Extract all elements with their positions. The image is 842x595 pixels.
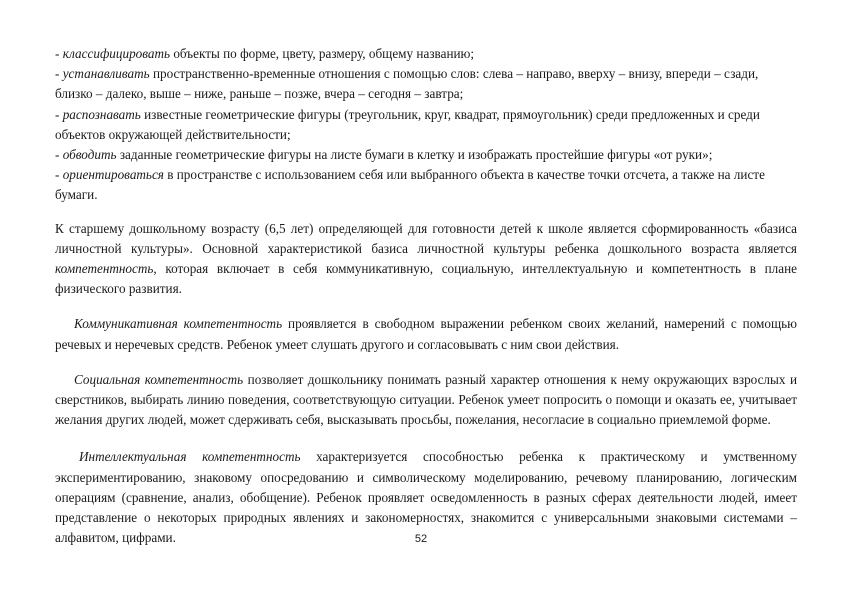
list-item: - устанавливать пространственно-временные отношения с помощью слов: слева – направо, вверху – внизу, впереди – сзади, близко – далеко, выше – ниже, раньше – позже, вчера – сегодня – завтра; bbox=[55, 66, 759, 102]
term: Социальная компетентность bbox=[74, 371, 244, 387]
intro-paragraph: К старшему дошкольному возрасту (6,5 лет) определяющей для готовности детей к школе является сформированность «базиса личностной культуры». Основной характеристикой базиса личностной культуры ребенка дошкольного возраста является компетентность, которая включает в себя коммуникативную, социальную, интеллектуальную и компетентность в плане физического развития. bbox=[55, 220, 797, 297]
list-item: - классифицировать объекты по форме, цвету, размеру, общему названию; bbox=[55, 46, 475, 61]
list-item: - обводить заданные геометрические фигуры на листе бумаги в клетку и изображать простейшие фигуры «от руки»; bbox=[55, 147, 713, 163]
document-page bbox=[55, 44, 797, 548]
intellectual-paragraph: Интеллектуальная компетентность характеризуется способностью ребенка к практическому и умственному экспериментированию, знаковому опосредованию и символическому моделированию, речевому планированию, логическим операциям (сравнение, анализ, обобщение). Ребенок проявляет осведомленность в разных сферах деятельности людей, имеет представление о некоторых природных явлениях и закономерностях, знакомится с универсальными знаковыми системами – алфавитом, цифрами. bbox=[55, 449, 797, 546]
social-paragraph: Социальная компетентность позволяет дошкольнику понимать разный характер отношения к нему окружающих взрослых и сверстников, выбирать линию поведения, соответствующую ситуации. Ребенок умеет попросить о помощи и оказать ее, учитывает желания других людей, может сдерживать себя, высказывать просьбы, пожелания, несогласие в социально приемлемой форме. bbox=[55, 371, 798, 428]
term: распознавать bbox=[62, 106, 141, 122]
page-number: 52 bbox=[414, 533, 428, 545]
term: компетентность bbox=[55, 261, 154, 277]
list-item: - ориентироваться в пространстве с использованием себя или выбранного объекта в качестве точки отсчета, а также на листе бумаги. bbox=[55, 167, 765, 203]
term: обводить bbox=[62, 147, 117, 163]
term: классифицировать bbox=[62, 46, 171, 61]
skills-list bbox=[55, 44, 797, 206]
list-item: - распознавать известные геометрические фигуры (треугольник, круг, квадрат, прямоугольник) среди предложенных и среди объектов окружающей действительности; bbox=[55, 106, 760, 142]
term: Коммуникативная компетентность bbox=[74, 316, 283, 332]
term: Интеллектуальная компетентность bbox=[79, 449, 301, 465]
term: устанавливать bbox=[62, 66, 150, 82]
communicative-paragraph: Коммуникативная компетентность проявляется в свободном выражении ребенком своих желаний, намерений с помощью речевых и неречевых средств. Ребенок умеет слушать другого и согласовывать с ним свои действия. bbox=[55, 316, 797, 352]
term: ориентироваться bbox=[62, 167, 164, 183]
